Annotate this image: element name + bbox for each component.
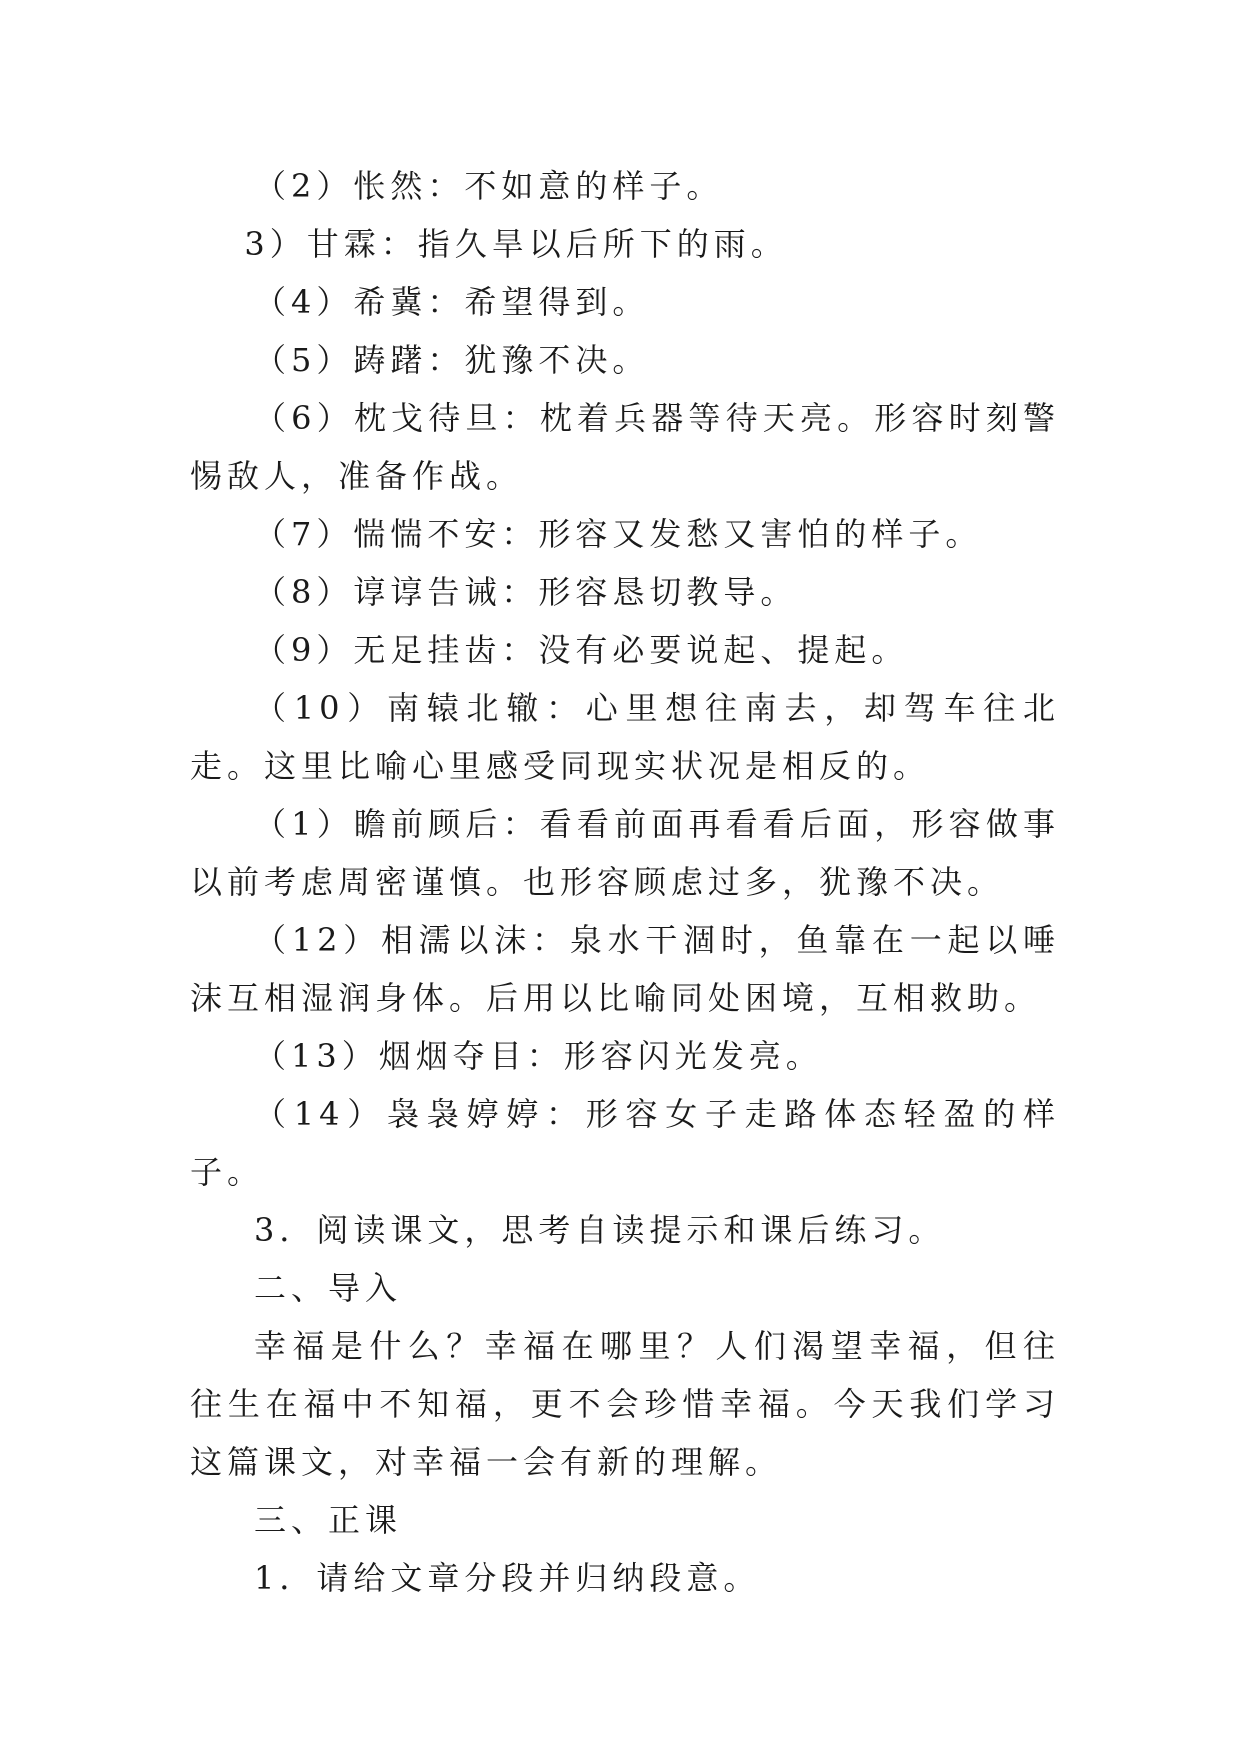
- paragraph-reading-task: 3．阅读课文，思考自读提示和课后练习。: [254, 1211, 946, 1249]
- paragraph-note-12: （12）相濡以沫：泉水干涸时，鱼靠在一起以唾沫互相湿润身体。后用以比喻同处困境，互相救助。: [190, 921, 1060, 1017]
- section-heading-lesson: 三、正课: [254, 1501, 403, 1539]
- paragraph-note-9: （9）无足挂齿：没有必要说起、提起。: [254, 631, 909, 669]
- paragraph-note-13: （13）烟烟夺目：形容闪光发亮。: [254, 1037, 823, 1075]
- paragraph-note-6: （6）枕戈待旦：枕着兵器等待天亮。形容时刻警惕敌人，准备作战。: [190, 399, 1060, 495]
- paragraph-intro: 幸福是什么？幸福在哪里？人们渴望幸福，但往往生在福中不知福，更不会珍惜幸福。今天我们学习这篇课文，对幸福一会有新的理解。: [190, 1327, 1060, 1481]
- paragraph-note-4: （4）希冀：希望得到。: [254, 283, 650, 321]
- paragraph-note-8: （8）谆谆告诫：形容恳切教导。: [254, 573, 798, 611]
- paragraph-note-7: （7）惴惴不安：形容又发愁又害怕的样子。: [254, 515, 983, 553]
- paragraph-lesson-task: 1．请给文章分段并归纳段意。: [254, 1559, 761, 1597]
- paragraph-note-11: （1）瞻前顾后：看看前面再看看后面，形容做事以前考虑周密谨慎。也形容顾虑过多，犹豫不决。: [190, 805, 1060, 901]
- section-heading-intro: 二、导入: [254, 1269, 403, 1307]
- document-body: [190, 157, 1060, 1607]
- paragraph-note-3: 3）甘霖：指久旱以后所下的雨。: [244, 225, 788, 263]
- paragraph-note-10: （10）南辕北辙：心里想往南去，却驾车往北走。这里比喻心里感受同现实状况是相反的。: [190, 689, 1060, 785]
- paragraph-note-5: （5）踌躇：犹豫不决。: [254, 341, 650, 379]
- paragraph-note-14: （14）袅袅婷婷：形容女子走路体态轻盈的样子。: [190, 1095, 1060, 1191]
- paragraph-note-2: （2）怅然：不如意的样子。: [254, 167, 724, 205]
